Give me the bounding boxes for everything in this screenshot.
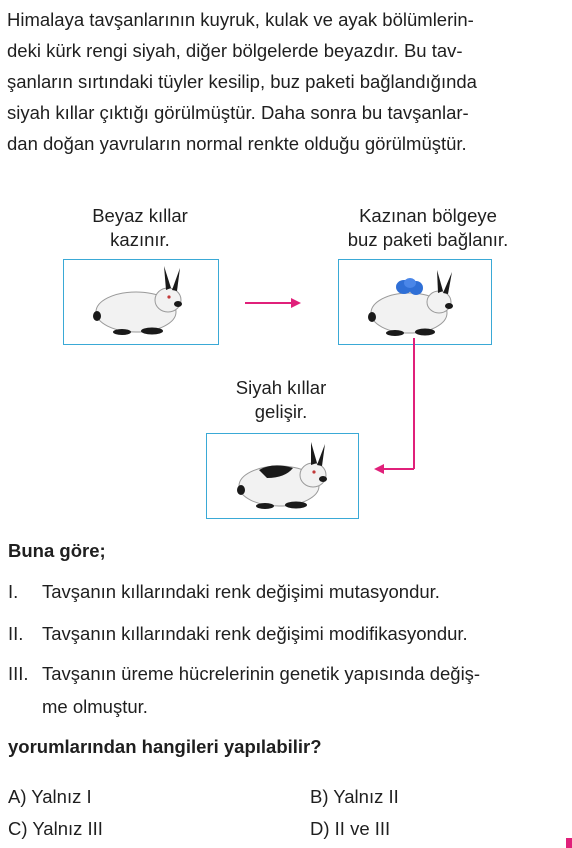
question-prompt: yorumlarından hangileri yapılabilir? bbox=[8, 736, 322, 757]
statement-number: I. bbox=[8, 581, 19, 602]
step3-caption bbox=[205, 376, 357, 424]
option-d[interactable]: D) II ve III bbox=[310, 818, 391, 839]
paragraph-line: şanların sırtındaki tüyler kesilip, buz paketi bağlandığında bbox=[7, 71, 477, 92]
caption-line: Siyah kıllar bbox=[235, 377, 327, 398]
option-a[interactable]: A) Yalnız I bbox=[8, 786, 92, 807]
caption-line: buz paketi bağlanır. bbox=[347, 229, 509, 250]
black-patch-rabbit-image bbox=[207, 434, 358, 518]
page-corner-mark bbox=[566, 838, 572, 848]
caption-line: gelişir. bbox=[254, 401, 308, 422]
caption-line: Beyaz kıllar bbox=[92, 205, 188, 226]
rabbit-ice-pack-image bbox=[339, 260, 491, 344]
statement-text: Tavşanın üreme hücrelerinin genetik yapısında değiş- bbox=[42, 663, 481, 684]
rabbit-frame-2 bbox=[338, 259, 492, 345]
paragraph-line: siyah kıllar çıktığı görülmüştür. Daha sonra bu tavşanlar- bbox=[7, 102, 469, 123]
step1-caption bbox=[62, 204, 218, 252]
option-b[interactable]: B) Yalnız II bbox=[310, 786, 399, 807]
rabbit-frame-3 bbox=[206, 433, 359, 519]
question-intro: Buna göre; bbox=[8, 540, 106, 561]
caption-line: kazınır. bbox=[110, 229, 170, 250]
statement-text: Tavşanın kıllarındaki renk değişimi mutasyondur. bbox=[42, 581, 440, 602]
white-rabbit-image bbox=[64, 260, 218, 344]
paragraph-line: deki kürk rengi siyah, diğer bölgelerde beyazdır. Bu tav- bbox=[7, 40, 463, 61]
paragraph-line: Himalaya tavşanlarının kuyruk, kulak ve ayak bölümlerin- bbox=[7, 9, 474, 30]
arrow-right-icon bbox=[243, 296, 303, 310]
arrow-down-left-icon bbox=[372, 338, 422, 478]
step2-caption bbox=[318, 204, 538, 252]
ice-pack-icon bbox=[396, 278, 423, 295]
question-paragraph bbox=[7, 4, 567, 159]
paragraph-line: dan doğan yavruların normal renkte olduğu görülmüştür. bbox=[7, 133, 467, 154]
statement-number: II. bbox=[8, 623, 24, 644]
statement-2 bbox=[8, 621, 568, 647]
caption-line: Kazınan bölgeye bbox=[359, 205, 497, 226]
statement-text-cont: me olmuştur. bbox=[42, 696, 148, 717]
statement-number: III. bbox=[8, 663, 29, 684]
option-c[interactable]: C) Yalnız III bbox=[8, 818, 103, 839]
rabbit-frame-1 bbox=[63, 259, 219, 345]
statement-1 bbox=[8, 579, 568, 605]
statement-text: Tavşanın kıllarındaki renk değişimi modifikasyondur. bbox=[42, 623, 468, 644]
statement-3 bbox=[8, 661, 568, 721]
